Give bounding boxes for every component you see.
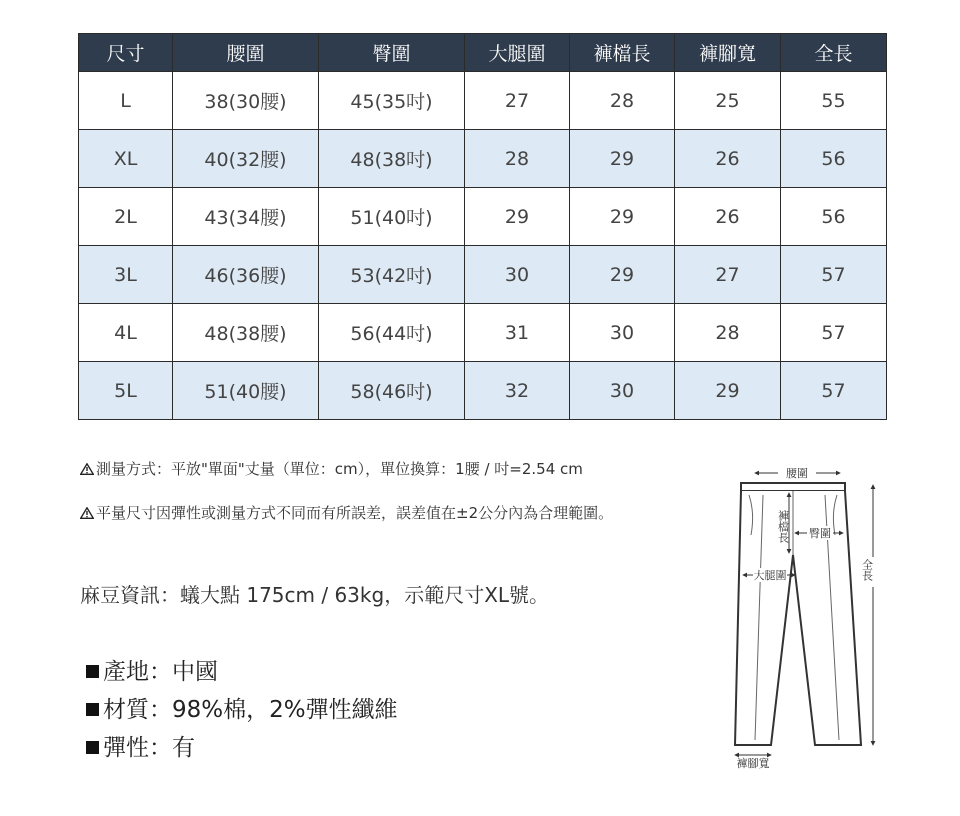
table-cell: 29: [570, 130, 675, 188]
table-cell: 28: [570, 72, 675, 130]
table-row: [79, 304, 887, 362]
table-cell: 57: [781, 246, 887, 304]
spec-origin: [86, 653, 218, 686]
table-cell: 3L: [79, 246, 173, 304]
table-cell: 31: [465, 304, 570, 362]
table-cell: 43(34腰): [173, 188, 319, 246]
header-rise: 褲檔長: [570, 34, 675, 72]
table-cell: 45(35吋): [319, 72, 465, 130]
table-cell: 32: [465, 362, 570, 420]
table-cell: 29: [570, 188, 675, 246]
rise-label: 褲檔長: [776, 510, 790, 543]
table-cell: 48(38腰): [173, 304, 319, 362]
table-cell: 58(46吋): [319, 362, 465, 420]
bullet-square-icon: [86, 703, 99, 716]
table-cell: 40(32腰): [173, 130, 319, 188]
table-cell: 51(40腰): [173, 362, 319, 420]
table-row: [79, 188, 887, 246]
table-row: [79, 130, 887, 188]
spec-stretch-text: 彈性：有: [103, 735, 195, 761]
length-label: 全長: [860, 559, 874, 581]
header-length: 全長: [781, 34, 887, 72]
table-cell: 38(30腰): [173, 72, 319, 130]
table-row: [79, 362, 887, 420]
size-table-header-row: [79, 34, 887, 72]
table-cell: 29: [465, 188, 570, 246]
table-cell: 56(44吋): [319, 304, 465, 362]
table-cell: 2L: [79, 188, 173, 246]
hip-label: 臀圍: [809, 527, 831, 540]
spec-material: [86, 691, 398, 724]
table-cell: XL: [79, 130, 173, 188]
table-cell: 56: [781, 188, 887, 246]
table-cell: 46(36腰): [173, 246, 319, 304]
table-cell: 51(40吋): [319, 188, 465, 246]
table-cell: 25: [675, 72, 781, 130]
warning-icon: [80, 507, 94, 519]
measure-method-note: [80, 458, 583, 479]
header-size: 尺寸: [79, 34, 173, 72]
thigh-label: 大腿圍: [753, 569, 787, 582]
spec-stretch: [86, 729, 195, 762]
table-cell: 55: [781, 72, 887, 130]
table-cell: 56: [781, 130, 887, 188]
table-row: [79, 72, 887, 130]
waist-label: 腰圍: [786, 467, 808, 480]
table-cell: L: [79, 72, 173, 130]
measure-method-text: 測量方式：平放"單面"丈量（單位：cm），單位換算：1腰 / 吋=2.54 cm: [96, 460, 583, 478]
model-info: 麻豆資訊：蟻大點 175cm / 63kg，示範尺寸XL號。: [80, 583, 550, 607]
table-cell: 30: [570, 304, 675, 362]
table-cell: 48(38吋): [319, 130, 465, 188]
table-cell: 28: [465, 130, 570, 188]
tolerance-note: [80, 502, 613, 523]
table-cell: 5L: [79, 362, 173, 420]
header-hip: 臀圍: [319, 34, 465, 72]
header-thigh: 大腿圍: [465, 34, 570, 72]
table-cell: 29: [570, 246, 675, 304]
bullet-square-icon: [86, 665, 99, 678]
table-cell: 57: [781, 362, 887, 420]
table-cell: 28: [675, 304, 781, 362]
table-cell: 4L: [79, 304, 173, 362]
spec-origin-text: 產地：中國: [103, 659, 218, 685]
header-hem: 褲腳寬: [675, 34, 781, 72]
bullet-square-icon: [86, 741, 99, 754]
table-row: [79, 246, 887, 304]
spec-material-text: 材質：98%棉，2%彈性纖維: [103, 697, 398, 723]
warning-icon: [80, 463, 94, 475]
table-cell: 26: [675, 130, 781, 188]
table-cell: 27: [465, 72, 570, 130]
header-waist: 腰圍: [173, 34, 319, 72]
pants-measurement-diagram: [715, 455, 895, 775]
pants-outline-icon: [735, 483, 861, 745]
table-cell: 57: [781, 304, 887, 362]
tolerance-text: 平量尺寸因彈性或測量方式不同而有所誤差，誤差值在±2公分內為合理範圍。: [96, 504, 614, 522]
table-cell: 26: [675, 188, 781, 246]
size-table: [78, 33, 887, 420]
hem-label: 褲腳寬: [736, 757, 770, 770]
table-cell: 27: [675, 246, 781, 304]
table-cell: 30: [465, 246, 570, 304]
table-cell: 29: [675, 362, 781, 420]
table-cell: 53(42吋): [319, 246, 465, 304]
table-cell: 30: [570, 362, 675, 420]
